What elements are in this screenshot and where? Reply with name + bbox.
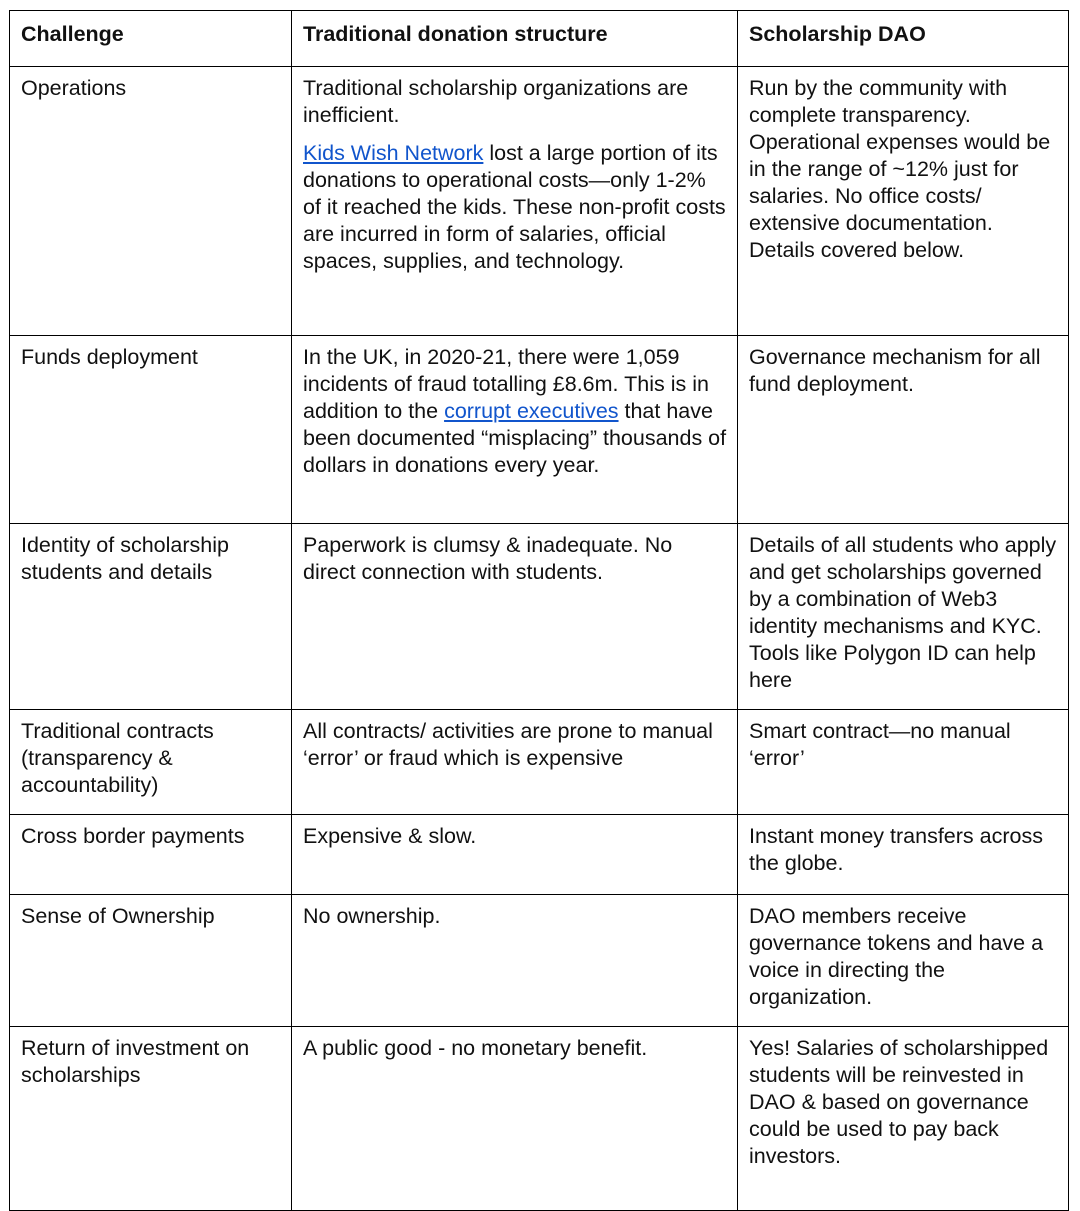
- cell-challenge: Operations: [10, 67, 292, 336]
- cell-dao: Details of all students who apply and get scholarships governed by a combination of Web3 identity mechanisms and KYC. Tools like Polygon ID can help here: [738, 524, 1069, 710]
- cell-dao: DAO members receive governance tokens and have a voice in directing the organization.: [738, 895, 1069, 1027]
- cell-traditional: [292, 67, 738, 336]
- traditional-text: lost a large portion of its donations to operational costs—only 1-2% of it reached the kids. These non-profit costs are incurred in form of salaries, official spaces, supplies, and technology.: [303, 141, 726, 273]
- cell-traditional: [292, 336, 738, 524]
- table-row: [10, 1027, 1069, 1211]
- header-row: [10, 11, 1069, 67]
- table-row: [10, 336, 1069, 524]
- table-row: [10, 710, 1069, 815]
- table-row: [10, 67, 1069, 336]
- traditional-paragraph: Traditional scholarship organizations are inefficient.: [303, 76, 689, 127]
- cell-dao: Yes! Salaries of scholarshipped students will be reinvested in DAO & based on governance could be used to pay back investors.: [738, 1027, 1069, 1211]
- comparison-table: [9, 10, 1069, 1211]
- cell-dao: Instant money transfers across the globe.: [738, 815, 1069, 895]
- traditional-text: In the UK, in 2020-21, there were 1,059 incidents of fraud totalling £8.6m. This is in addition to the: [303, 345, 709, 423]
- header-challenge: Challenge: [10, 11, 292, 67]
- kids-wish-network-link[interactable]: Kids Wish Network: [303, 141, 484, 165]
- cell-dao: Run by the community with complete transparency. Operational expenses would be in the range of ~12% just for salaries. No office costs/ extensive documentation. Details covered below.: [738, 67, 1069, 336]
- header-dao: Scholarship DAO: [738, 11, 1069, 67]
- cell-traditional: Expensive & slow.: [292, 815, 738, 895]
- cell-challenge: Identity of scholarship students and details: [10, 524, 292, 710]
- cell-challenge: Traditional contracts (transparency & accountability): [10, 710, 292, 815]
- cell-challenge: Funds deployment: [10, 336, 292, 524]
- table-row: [10, 815, 1069, 895]
- cell-traditional: All contracts/ activities are prone to manual ‘error’ or fraud which is expensive: [292, 710, 738, 815]
- cell-traditional: A public good - no monetary benefit.: [292, 1027, 738, 1211]
- corrupt-executives-link[interactable]: corrupt executives: [444, 399, 619, 423]
- traditional-paragraph: [303, 140, 727, 275]
- cell-challenge: Sense of Ownership: [10, 895, 292, 1027]
- cell-dao: Smart contract—no manual ‘error’: [738, 710, 1069, 815]
- table-row: [10, 895, 1069, 1027]
- cell-dao: Governance mechanism for all fund deployment.: [738, 336, 1069, 524]
- cell-challenge: Return of investment on scholarships: [10, 1027, 292, 1211]
- cell-traditional: Paperwork is clumsy & inadequate. No direct connection with students.: [292, 524, 738, 710]
- table-row: [10, 524, 1069, 710]
- header-traditional: Traditional donation structure: [292, 11, 738, 67]
- traditional-text: that have been documented “misplacing” thousands of dollars in donations every year.: [303, 399, 727, 477]
- cell-traditional: No ownership.: [292, 895, 738, 1027]
- cell-challenge: Cross border payments: [10, 815, 292, 895]
